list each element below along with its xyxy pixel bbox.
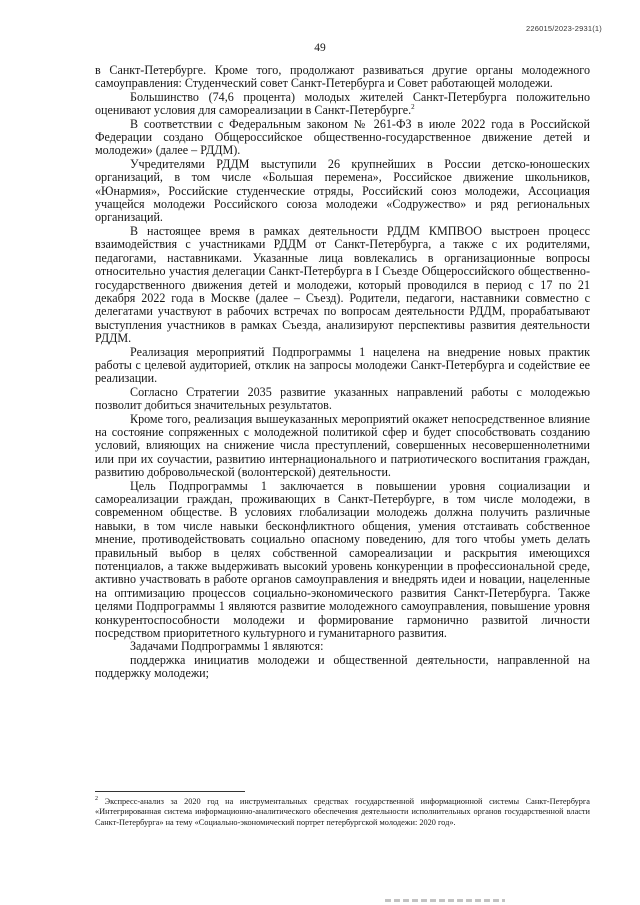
paragraph bbox=[95, 640, 590, 653]
footnote-number: 2 bbox=[95, 796, 98, 803]
paragraph bbox=[95, 480, 590, 641]
paragraph-text: Задачами Подпрограммы 1 являются: bbox=[130, 639, 324, 654]
paragraph-text: Кроме того, реализация вышеуказанных мероприятий окажет непосредственное влияние на состояние сопряженных с молодежной политикой сфер и будет способствовать созданию условий, влияющих на снижение числа преступлений, совершенных несовершеннолетними или при их соучастии, развитию интернационального и патриотического воспитания граждан, развитию добровольческой (волонтерской) деятельности. bbox=[95, 411, 590, 480]
paragraph bbox=[95, 158, 590, 225]
paragraph bbox=[95, 346, 590, 386]
paragraph bbox=[95, 654, 590, 681]
paragraph-text: В соответствии с Федеральным законом № 261-ФЗ в июле 2022 года в Российской Федерации создано Общероссийское общественно-государственное движение детей и молодежи» (далее – РДДМ). bbox=[95, 116, 590, 158]
paragraph bbox=[95, 225, 590, 346]
paragraph-text: Реализация мероприятий Подпрограммы 1 нацелена на внедрение новых практик работы с целевой аудиторией, отклик на запросы молодежи Санкт-Петербурга и содействие ее реализации. bbox=[95, 344, 590, 386]
paragraph-text: В настоящее время в рамках деятельности РДДМ КМПВОО выстроен процесс взаимодействия с участниками РДДМ от Санкт-Петербурга, а также с их родителями, педагогами, наставниками. Указанные лица вовлекались в организационные вопросы относительно участия делегации Санкт-Петербурга в I Съезде Общероссийского общественно-государственного движения детей и молодежи, который проводился в период с 17 по 21 декабря 2022 года в Москве (далее – Съезд). Родители, педагоги, наставники совместно с делегатами участвуют в рабочих встречах по вопросам деятельности РДДМ, прорабатывают выступления участников в рамках Съезда, анализируют перспективы развития деятельности РДДМ. bbox=[95, 223, 590, 346]
page-number: 49 bbox=[314, 42, 326, 54]
paragraph bbox=[95, 386, 590, 413]
paragraph-text: Большинство (74,6 процента) молодых жителей Санкт-Петербурга положительно оценивают условия для самореализации в Санкт-Петербурге. bbox=[95, 89, 590, 118]
paragraph bbox=[95, 91, 590, 118]
document-id: 226015/2023-2931(1) bbox=[526, 24, 602, 33]
footnote-divider bbox=[95, 791, 245, 792]
paragraph bbox=[95, 64, 590, 91]
footnote bbox=[95, 797, 590, 828]
paragraph-text: Цель Подпрограммы 1 заключается в повышении уровня социализации и самореализации граждан, проживающих в Санкт-Петербурге, в том числе молодежи, в современном обществе. В условиях глобализации молодежь должна получить различные навыки, в том числе навыки бесконфликтного общения, умения отстаивать собственное мнение, противодействовать социально опасному поведению, для того чтобы уметь делать правильный выбор в целях собственной самореализации и раскрытия имеющихся потенциалов, а также выдерживать высокий уровень конкуренции в профессиональной среде, активно участвовать в работе органов самоуправления и внедрять идеи и новации, нацеленные на оптимизацию процессов социально-экономического развития Санкт-Петербурга. Также целями Подпрограммы 1 являются развитие молодежного самоуправления, повышение уровня конкурентоспособности молодежи и формирование гармонично развитой личности посредством приоритетного культурного и гуманитарного развития. bbox=[95, 478, 590, 641]
paragraph-text: в Санкт-Петербурге. Кроме того, продолжают развиваться другие органы молодежного самоуправления: Студенческий совет Санкт-Петербурга и Совет работающей молодежи. bbox=[95, 63, 590, 91]
footnote-reference[interactable]: 2 bbox=[411, 103, 415, 112]
paragraph-text: Учредителями РДДМ выступили 26 крупнейших в России детско-юношеских организаций, в том числе «Большая перемена», Российское движение школьников, «Юнармия», Российские студенческие отряды, Российский союз молодежи, Ассоциация учащейся молодежи Российского союза молодежи «Содружество» и ряд региональных организаций. bbox=[95, 156, 590, 225]
paragraph bbox=[95, 413, 590, 480]
document-body bbox=[95, 64, 590, 681]
paragraph bbox=[95, 118, 590, 158]
paragraph-text: поддержка инициатив молодежи и общественной деятельности, направленной на поддержку молодежи; bbox=[95, 652, 590, 681]
scan-artifact bbox=[385, 899, 505, 902]
paragraph-text: Согласно Стратегии 2035 развитие указанных направлений работы с молодежью позволит добиться значительных результатов. bbox=[95, 384, 590, 413]
footnote-text: Экспресс-анализ за 2020 год на инструментальных средствах государственной информационной системы Санкт-Петербурга «Интегрированная система информационно-аналитического обеспечения деятельности исполнительных органов государственной власти Санкт-Петербурга» на тему «Социально-экономический портрет петербургской молодежи: 2020 год». bbox=[95, 797, 590, 827]
